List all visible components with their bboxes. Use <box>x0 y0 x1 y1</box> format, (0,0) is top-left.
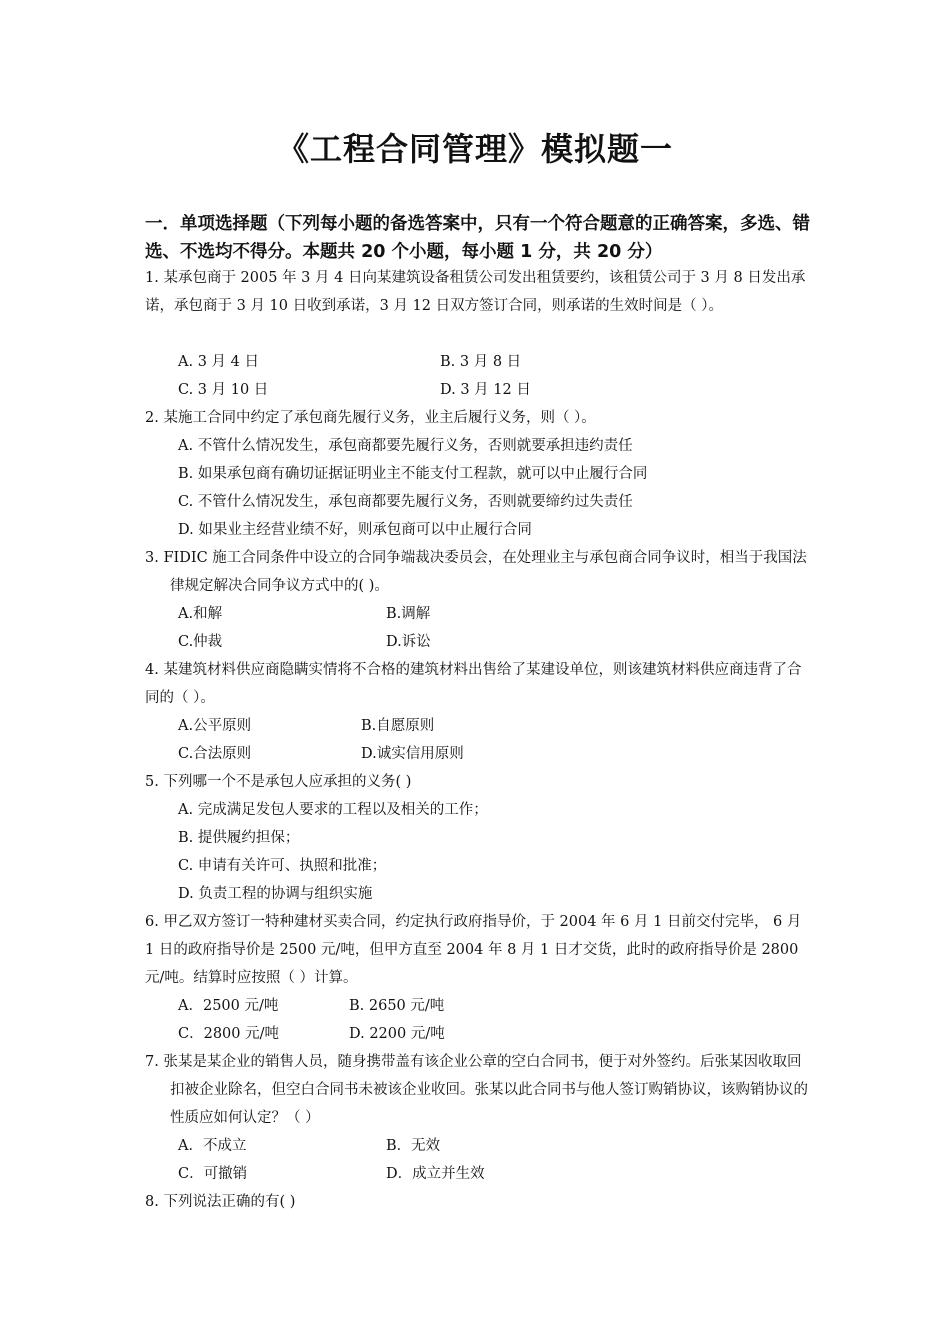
question-4 <box>145 656 810 768</box>
option-a: A．不成立 <box>178 1138 247 1154</box>
option-c: C. 申请有关许可、执照和批准； <box>178 858 387 874</box>
question-7-stem: 7. 张某是某企业的销售人员，随身携带盖有该企业公章的空白合同书，便于对外签约。后张某因收取回扣被企业除名，但空白合同书未被该企业收回。张某以此合同书与他人签订购销协议，该购销协议的性质应如何认定？（ ） <box>145 1054 808 1126</box>
question-8 <box>145 1188 810 1216</box>
page-title: 《工程合同管理》模拟题一 <box>276 130 673 168</box>
question-2-stem: 2. 某施工合同中约定了承包商先履行义务，业主后履行义务，则（ ）。 <box>145 410 596 426</box>
question-8-stem: 8. 下列说法正确的有( ) <box>145 1194 296 1210</box>
option-a: A.和解 <box>178 606 223 622</box>
option-c: C．2800 元/吨 <box>178 1026 279 1042</box>
option-a: A. 不管什么情况发生，承包商都要先履行义务，否则就要承担违约责任 <box>178 438 633 454</box>
question-4-stem: 4. 某建筑材料供应商隐瞒实情将不合格的建筑材料出售给了某建设单位，则该建筑材料供应商违背了合同的（ ）。 <box>145 662 802 706</box>
question-3-stem: 3. FIDIC 施工合同条件中设立的合同争端裁决委员会，在处理业主与承包商合同争议时，相当于我国法律规定解决合同争议方式中的( )。 <box>145 550 807 594</box>
question-list <box>145 264 810 1216</box>
option-a: A．2500 元/吨 <box>178 998 279 1014</box>
option-c: C.仲裁 <box>178 634 223 650</box>
option-d: D.诉讼 <box>386 634 431 650</box>
option-a: A.公平原则 <box>178 718 252 734</box>
option-d: D.诚实信用原则 <box>361 746 464 762</box>
option-c: C.合法原则 <box>178 746 252 762</box>
question-6-options <box>145 992 810 1048</box>
option-b: B.自愿原则 <box>361 718 435 734</box>
question-6-stem: 6. 甲乙双方签订一特种建材买卖合同，约定执行政府指导价，于 2004 年 6 月 1 日前交付完毕， 6 月 1 日的政府指导价是 2500 元/吨，但甲方直至 2004 年 8 月 1 日才交货，此时的政府指导价是 2800 元/吨。结算时应按照（ ）计算。 <box>145 914 802 986</box>
option-b: B. 如果承包商有确切证据证明业主不能支付工程款，就可以中止履行合同 <box>178 466 648 482</box>
option-c: C．可撤销 <box>178 1166 248 1182</box>
option-b: B．无效 <box>386 1138 441 1154</box>
option-b: B. 3 月 8 日 <box>440 354 522 370</box>
question-1 <box>145 264 810 404</box>
option-c: C. 3 月 10 日 <box>178 382 269 398</box>
question-5 <box>145 768 810 908</box>
option-d: D. 负责工程的协调与组织实施 <box>178 886 373 902</box>
section-heading: 一．单项选择题（下列每小题的备选答案中，只有一个符合题意的正确答案，多选、错选、不选均不得分。本题共 20 个小题，每小题 1 分，共 20 分） <box>145 214 810 262</box>
option-c: C. 不管什么情况发生，承包商都要先履行义务，否则就要缔约过失责任 <box>178 494 633 510</box>
question-7 <box>145 1048 810 1188</box>
option-d: D. 如果业主经营业绩不好，则承包商可以中止履行合同 <box>178 522 532 538</box>
question-6 <box>145 908 810 1048</box>
option-b: B. 提供履约担保； <box>178 830 300 846</box>
question-1-options <box>145 348 810 404</box>
question-5-stem: 5. 下列哪一个不是承包人应承担的义务( ) <box>145 774 412 790</box>
option-d: D．成立并生效 <box>386 1166 485 1182</box>
question-3-options <box>145 600 810 656</box>
question-7-options <box>145 1132 810 1188</box>
question-2 <box>145 404 810 544</box>
option-b: B.调解 <box>386 606 431 622</box>
question-4-options <box>145 712 810 768</box>
question-1-stem: 1. 某承包商于 2005 年 3 月 4 日向某建筑设备租赁公司发出租赁要约，该租赁公司于 3 月 8 日发出承诺，承包商于 3 月 10 日收到承诺，3 月 12 日双方签订合同，则承诺的生效时间是（ ）。 <box>145 270 806 314</box>
option-d: D. 3 月 12 日 <box>440 382 531 398</box>
question-5-options <box>145 796 810 908</box>
option-a: A. 3 月 4 日 <box>178 354 259 370</box>
option-a: A. 完成满足发包人要求的工程以及相关的工作； <box>178 802 488 818</box>
question-3 <box>145 544 810 656</box>
option-d: D. 2200 元/吨 <box>349 1026 445 1042</box>
option-b: B. 2650 元/吨 <box>349 998 445 1014</box>
question-2-options <box>145 432 810 544</box>
